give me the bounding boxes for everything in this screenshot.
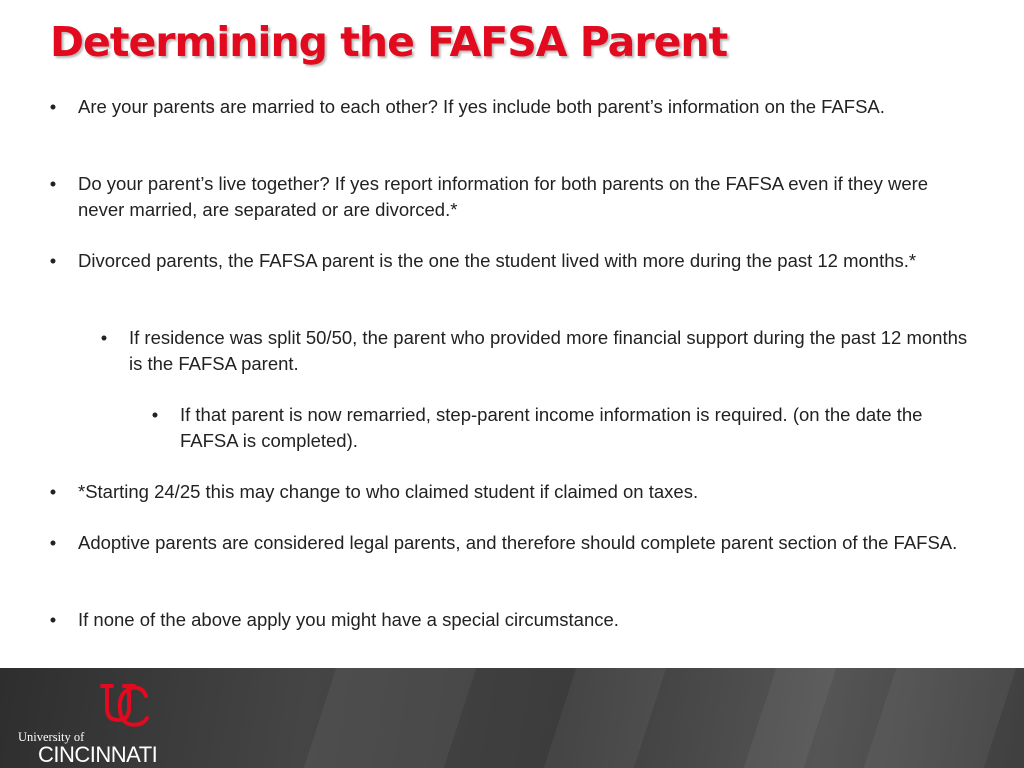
bullet-text: Adoptive parents are considered legal parents, and therefore should complete parent section of the FAFSA. xyxy=(78,532,958,553)
footer-stripe xyxy=(544,668,666,768)
bullet-text: If that parent is now remarried, step-parent income information is required. (on the date the FAFSA is completed). xyxy=(180,404,923,451)
slide-title: Determining the FAFSA Parent xyxy=(50,18,728,66)
bullet-text: Do your parent’s live together? If yes report information for both parents on the FAFSA even if they were never married, are separated or are divorced.* xyxy=(78,173,929,220)
uc-monogram-icon xyxy=(96,682,150,732)
university-logo xyxy=(18,682,178,766)
bullet-text: If none of the above apply you might have a special circumstance. xyxy=(78,609,619,630)
bullet-glyph: • xyxy=(151,404,159,425)
bullet-glyph: • xyxy=(100,327,108,348)
bullet-text: If residence was split 50/50, the parent who provided more financial support during the past 12 months is the FAFSA parent. xyxy=(129,327,968,374)
bullet-item-divorced xyxy=(49,248,978,274)
bullet-item-live-together xyxy=(49,171,978,222)
bullet-text: *Starting 24/25 this may change to who claimed student if claimed on taxes. xyxy=(78,481,699,502)
bullet-glyph: • xyxy=(49,481,57,502)
footer-stripe xyxy=(744,668,836,768)
footer-band xyxy=(0,668,1024,768)
bullet-text: Are your parents are married to each other? If yes include both parent’s information on the FAFSA. xyxy=(78,96,885,117)
bullet-item-adoptive xyxy=(49,530,958,556)
bullet-glyph: • xyxy=(49,609,57,630)
footer-stripe xyxy=(864,668,1016,768)
footer-stripe xyxy=(304,668,476,768)
bullet-item-married xyxy=(49,94,978,120)
bullet-item-starting-2425 xyxy=(49,479,978,505)
bullet-text: Divorced parents, the FAFSA parent is the one the student lived with more during the past 12 months.* xyxy=(78,250,917,271)
logo-cincinnati: CINCINNATI xyxy=(38,742,158,767)
sub-sub-bullet-item-remarried xyxy=(151,402,980,453)
bullet-glyph: • xyxy=(49,532,57,553)
bullet-item-special-circumstance xyxy=(49,607,978,633)
logo-university-of: University of xyxy=(18,730,85,744)
bullet-glyph: • xyxy=(49,96,57,117)
sub-bullet-item-split-residence xyxy=(100,325,979,376)
bullet-glyph: • xyxy=(49,173,57,194)
bullet-glyph: • xyxy=(49,250,57,271)
